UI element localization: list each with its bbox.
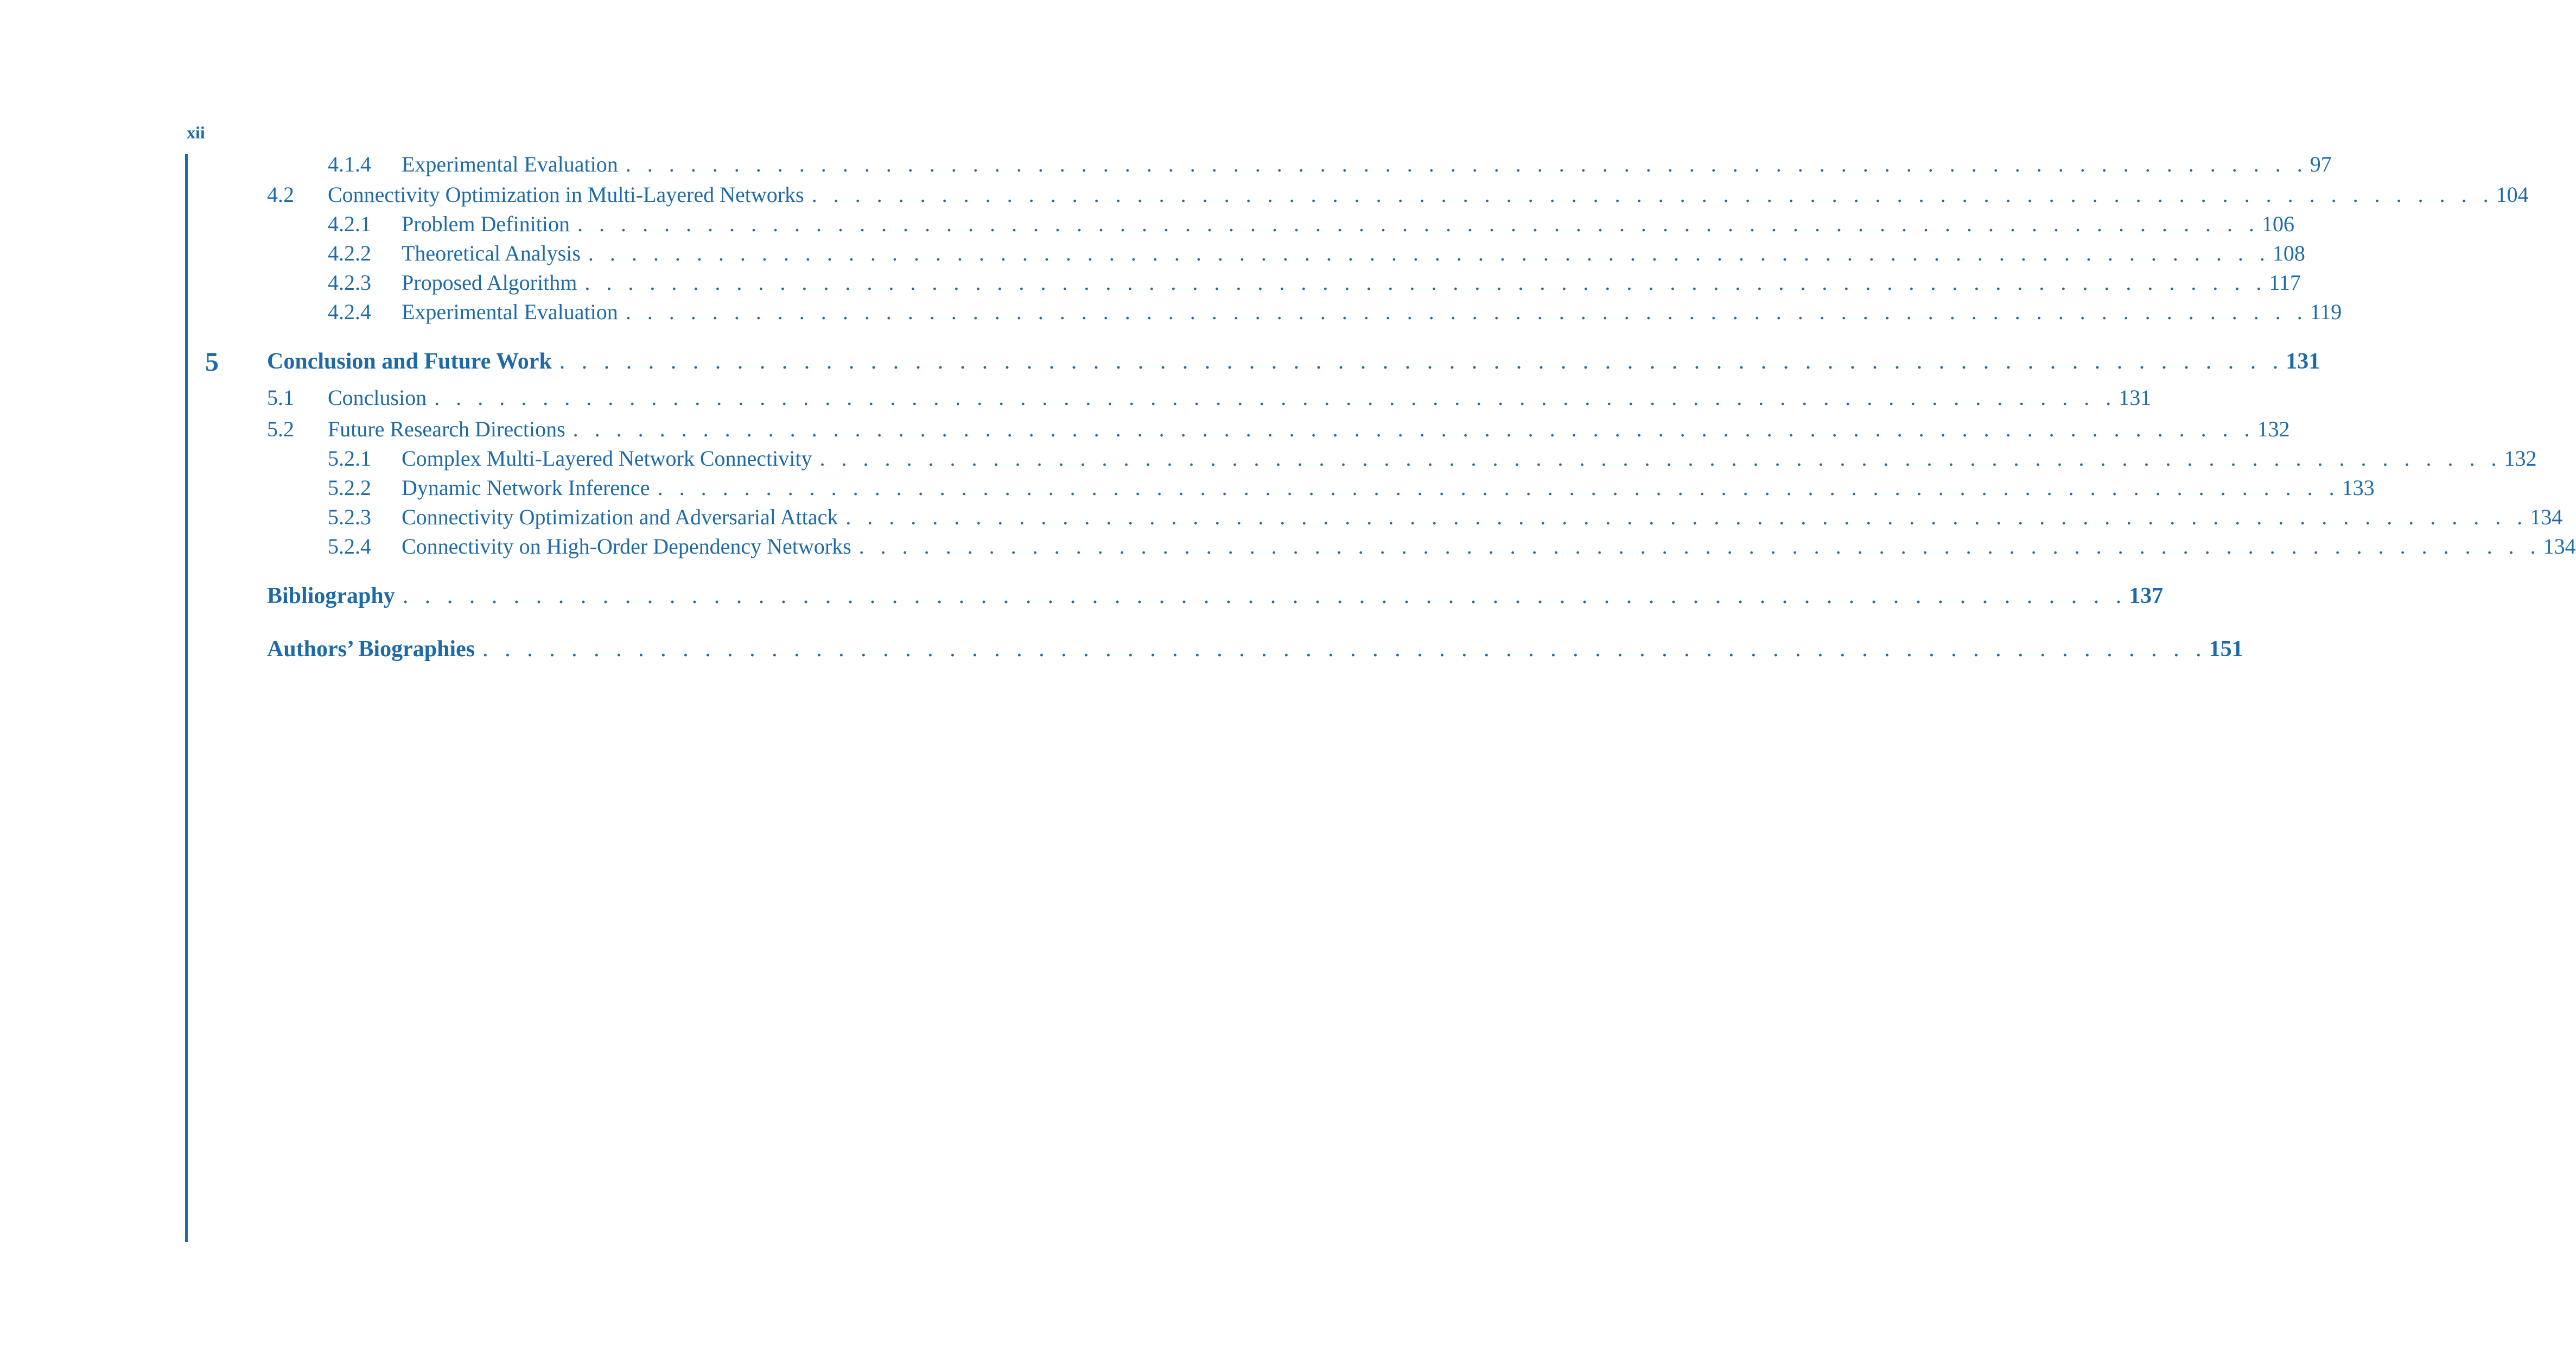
toc-entry-title: Conclusion <box>328 385 427 410</box>
toc-entry-4-1-4[interactable] <box>328 150 2332 179</box>
toc-entry-title: Bibliography <box>267 583 395 608</box>
toc-entry-page: 119 <box>2310 300 2342 324</box>
toc-dot-leader: . . . . . . . . . . . . . . . . . . . . . . . . . . . . . . . . . . . . . . . . . . . . . . . . . . . . . . . . . . . . . . . . . . . . . . . . . . . . . . <box>845 505 2528 529</box>
toc-entry-title: Authors’ Biographies <box>267 637 475 662</box>
toc-dot-leader: . . . . . . . . . . . . . . . . . . . . . . . . . . . . . . . . . . . . . . . . . . . . . . . . . . . . . . . . . . . . . . . . . . . . . . . . . . . . . . <box>573 417 2255 441</box>
toc-chapter-5[interactable] <box>267 345 2320 378</box>
toc-entry-5-1[interactable] <box>267 383 2152 412</box>
toc-entry-5-2-4[interactable] <box>328 532 2576 561</box>
toc-dot-leader: . . . . . . . . . . . . . . . . . . . . . . . . . . . . . . . . . . . . . . . . . . . . . . . . . . . . . . . . . . . . . . . . . . . . . . . . . . . . . . <box>858 534 2541 558</box>
toc-entry-number: 4.1.4 <box>328 152 371 176</box>
toc-entry-4-2[interactable] <box>267 180 2529 210</box>
toc-entry-page: 134 <box>2543 534 2576 558</box>
toc-entry-number: 5.2.4 <box>328 534 371 558</box>
toc-dot-leader: . . . . . . . . . . . . . . . . . . . . . . . . . . . . . . . . . . . . . . . . . . . . . . . . . . . . . . . . . . . . . . . . . . . . . . . . . . . . . . <box>584 270 2267 295</box>
chapter-number: 5 <box>205 346 219 377</box>
toc-entry-title: Experimental Evaluation <box>402 300 618 324</box>
toc-entry-page: 131 <box>2286 349 2320 374</box>
toc-entry-title: Future Research Directions <box>328 417 565 441</box>
toc-entry-page: 133 <box>2342 475 2375 500</box>
toc-entry-title: Theoretical Analysis <box>402 241 581 265</box>
toc-entry-page: 137 <box>2129 583 2164 608</box>
toc-entry-number: 5.2.2 <box>328 475 371 500</box>
toc-entry-number: 5.2.3 <box>328 505 371 529</box>
toc-entry-page: 104 <box>2496 182 2529 207</box>
toc-dot-leader: . . . . . . . . . . . . . . . . . . . . . . . . . . . . . . . . . . . . . . . . . . . . . . . . . . . . . . . . . . . . . . . . . . . . . . . . . . . . . . <box>577 212 2260 236</box>
toc-dot-leader: . . . . . . . . . . . . . . . . . . . . . . . . . . . . . . . . . . . . . . . . . . . . . . . . . . . . . . . . . . . . . . . . . . . . . . . . . . . . . . <box>482 637 2207 662</box>
toc-entry-title: Connectivity Optimization and Adversarial Attack <box>402 505 838 529</box>
toc-entry-number: 4.2.4 <box>328 300 371 324</box>
vertical-rule <box>185 154 188 1242</box>
toc-entry-number: 4.2 <box>267 182 294 207</box>
toc-entry-number: 5.1 <box>267 385 294 410</box>
toc-entry-title: Complex Multi-Layered Network Connectivity <box>402 446 812 471</box>
toc-entry-5-2-3[interactable] <box>328 503 2563 532</box>
toc-dot-leader: . . . . . . . . . . . . . . . . . . . . . . . . . . . . . . . . . . . . . . . . . . . . . . . . . . . . . . . . . . . . . . . . . . . . . . . . . . . . . . <box>657 475 2340 500</box>
toc-entry-page: 132 <box>2504 446 2537 471</box>
toc-entry-page: 134 <box>2530 505 2563 529</box>
toc-entry-5-2-1[interactable] <box>328 444 2537 473</box>
toc-dot-leader: . . . . . . . . . . . . . . . . . . . . . . . . . . . . . . . . . . . . . . . . . . . . . . . . . . . . . . . . . . . . . . . . . . . . . . . . . . . . . . <box>588 241 2270 265</box>
toc-entry-title: Experimental Evaluation <box>402 152 618 176</box>
toc-dot-leader: . . . . . . . . . . . . . . . . . . . . . . . . . . . . . . . . . . . . . . . . . . . . . . . . . . . . . . . . . . . . . . . . . . . . . . . . . . . . . . <box>819 446 2502 471</box>
toc-entry-4-2-1[interactable] <box>328 210 2294 239</box>
toc-entry-title: Problem Definition <box>402 212 570 236</box>
toc-dot-leader: . . . . . . . . . . . . . . . . . . . . . . . . . . . . . . . . . . . . . . . . . . . . . . . . . . . . . . . . . . . . . . . . . . . . . . . . . . . . . . <box>625 152 2308 176</box>
toc-entry-title: Connectivity Optimization in Multi-Layered Networks <box>328 182 804 207</box>
toc-entry-page: 131 <box>2119 385 2152 410</box>
toc-entry-title: Connectivity on High-Order Dependency Networks <box>402 534 851 558</box>
toc-entry-page: 117 <box>2269 270 2301 295</box>
toc-bibliography[interactable] <box>267 580 2164 612</box>
toc-entry-page: 106 <box>2261 212 2294 236</box>
toc-dot-leader: . . . . . . . . . . . . . . . . . . . . . . . . . . . . . . . . . . . . . . . . . . . . . . . . . . . . . . . . . . . . . . . . . . . . . . . . . . . . . . <box>625 300 2308 324</box>
toc-entry-5-2-2[interactable] <box>328 473 2375 503</box>
toc-dot-leader: . . . . . . . . . . . . . . . . . . . . . . . . . . . . . . . . . . . . . . . . . . . . . . . . . . . . . . . . . . . . . . . . . . . . . . . . . . . . . . <box>559 349 2284 374</box>
toc-entry-4-2-3[interactable] <box>328 268 2301 297</box>
toc-entry-number: 4.2.1 <box>328 212 371 236</box>
toc-entry-number: 5.2 <box>267 417 294 441</box>
toc-entry-title: Dynamic Network Inference <box>402 475 650 500</box>
toc-entry-5-2[interactable] <box>267 415 2290 444</box>
toc-entry-page: 151 <box>2209 637 2243 662</box>
toc-entry-title: Proposed Algorithm <box>402 270 577 295</box>
toc-dot-leader: . . . . . . . . . . . . . . . . . . . . . . . . . . . . . . . . . . . . . . . . . . . . . . . . . . . . . . . . . . . . . . . . . . . . . . . . . . . . . . <box>811 182 2494 207</box>
toc-authors-biographies[interactable] <box>267 633 2243 665</box>
toc-entry-title: Conclusion and Future Work <box>267 349 552 374</box>
toc-entry-4-2-2[interactable] <box>328 239 2305 268</box>
toc-entry-number: 4.2.3 <box>328 270 371 295</box>
toc-entry-page: 108 <box>2272 241 2305 265</box>
toc-entry-4-2-4[interactable] <box>328 297 2342 327</box>
page-number: xii <box>187 123 205 142</box>
toc-entry-page: 132 <box>2257 417 2290 441</box>
toc-entry-number: 4.2.2 <box>328 241 371 265</box>
toc-entry-page: 97 <box>2310 152 2332 176</box>
toc-dot-leader: . . . . . . . . . . . . . . . . . . . . . . . . . . . . . . . . . . . . . . . . . . . . . . . . . . . . . . . . . . . . . . . . . . . . . . . . . . . . . . <box>434 385 2117 410</box>
toc-entry-number: 5.2.1 <box>328 446 371 471</box>
toc-dot-leader: . . . . . . . . . . . . . . . . . . . . . . . . . . . . . . . . . . . . . . . . . . . . . . . . . . . . . . . . . . . . . . . . . . . . . . . . . . . . . . <box>402 583 2127 608</box>
